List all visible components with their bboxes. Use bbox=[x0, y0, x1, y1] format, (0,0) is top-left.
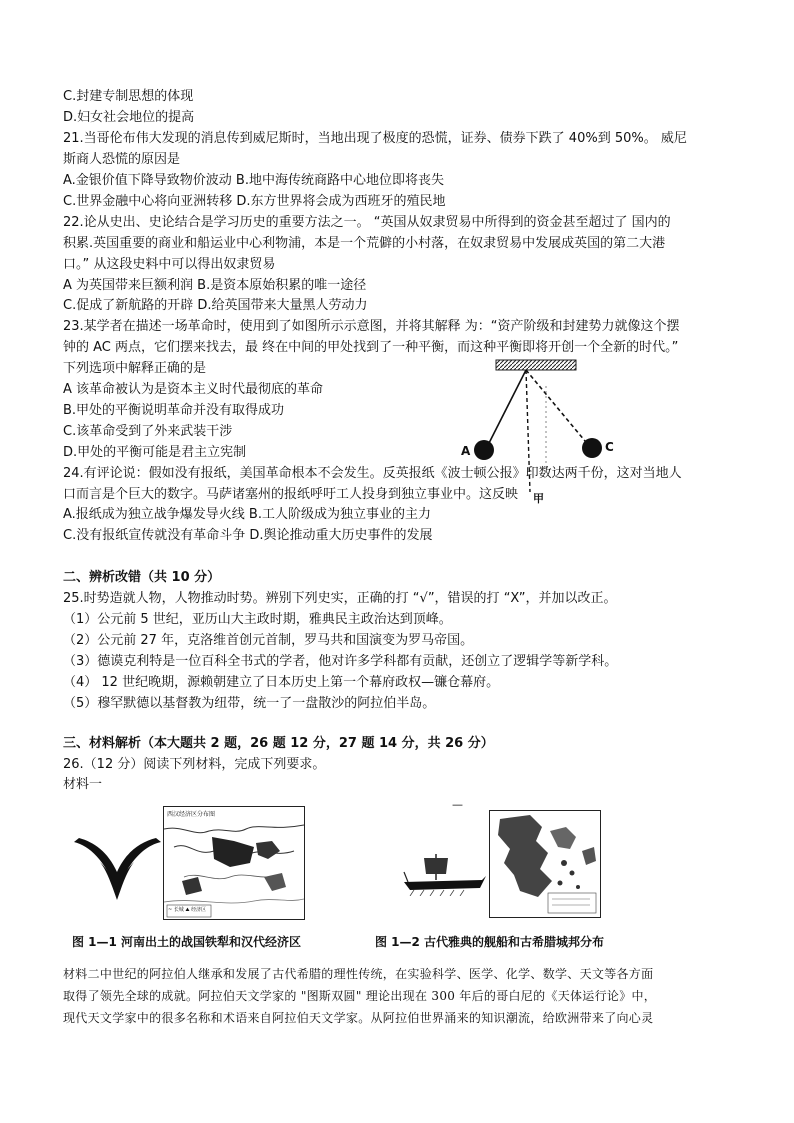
question-23-option-b: B.甲处的平衡说明革命并没有取得成功 bbox=[63, 403, 285, 418]
question-25-item-5: （5）穆罕默德以基督教为纽带，统一了一盘散沙的阿拉伯半岛。 bbox=[63, 696, 436, 711]
pendulum-label-c: C bbox=[605, 440, 614, 454]
question-23-stem-cont: 钟的 AC 两点，它们摆来找去，最 终在中间的甲处找到了一种平衡，而这种平衡即将开创一个全新的时代。” bbox=[63, 340, 679, 355]
pendulum-diagram bbox=[461, 356, 628, 506]
question-23-option-a: A 该革命被认为是资本主义时代最彻底的革命 bbox=[63, 382, 324, 397]
question-22-stem-cont: 积累.英国重要的商业和船运业中心利物浦，本是一个荒僻的小村落，在奴隶贸易中发展成英国的第二大港 bbox=[63, 236, 666, 251]
han-map-legend: ~ 长城 ⛰ 经济区 bbox=[168, 907, 207, 913]
figure-1-1-caption: 图 1—1 河南出土的战国铁犁和汉代经济区 bbox=[72, 935, 302, 949]
material-2-line-2: 取得了领先全球的成就。阿拉伯天文学家的 "图斯双圆" 理论出现在 300 年后的哥白尼的《天体运行论》中， bbox=[63, 989, 657, 1003]
figure-dash-mark: — bbox=[452, 798, 463, 811]
question-22-stem: 22.论从史出、史论结合是学习历史的重要方法之一。 “英国从奴隶贸易中所得到的资金甚至超过了 国内的 bbox=[63, 215, 671, 230]
question-23-stem: 23.某学者在描述一场革命时，使用到了如图所示示意图，并将其解释 为：“资产阶级和封建势力就像这个摆 bbox=[63, 319, 680, 334]
question-23-option-d: D.甲处的平衡可能是君主立宪制 bbox=[63, 445, 247, 460]
option-c-q20: C.封建专制思想的体现 bbox=[63, 89, 194, 104]
question-22-stem-end: 口。” 从这段史料中可以得出奴隶贸易 bbox=[63, 257, 276, 272]
question-21-options-ab: A.金银价值下降导致物价波动 B.地中海传统商路中心地位即将丧失 bbox=[63, 173, 444, 188]
question-25-item-1: （1）公元前 5 世纪，亚历山大主政时期，雅典民主政治达到顶峰。 bbox=[63, 612, 452, 627]
question-24-options-ab: A.报纸成为独立战争爆发导火线 B.工人阶级成为独立事业的主力 bbox=[63, 507, 431, 522]
question-22-options-ab: A 为英国带来巨额利润 B.是资本原始积累的唯一途径 bbox=[63, 278, 367, 293]
material-2-line-1: 材料二中世纪的阿拉伯人继承和发展了古代希腊的理性传统，在实验科学、医学、化学、数学、天文等各方面 bbox=[63, 967, 654, 981]
figure-1-2-caption: 图 1—2 古代雅典的舰船和古希腊城邦分布 bbox=[375, 935, 605, 949]
section-2-heading: 二、辨析改错（共 10 分） bbox=[63, 570, 221, 585]
question-21-options-cd: C.世界金融中心将向亚洲转移 D.东方世界将会成为西班牙的殖民地 bbox=[63, 194, 446, 209]
question-23-prompt: 下列选项中解释正确的是 bbox=[63, 361, 207, 376]
greek-city-states-map bbox=[489, 810, 601, 918]
section-3-heading: 三、材料解析（本大题共 2 题，26 题 12 分，27 题 14 分，共 26 分） bbox=[63, 736, 494, 751]
question-24-options-cd: C.没有报纸宣传就没有革命斗争 D.舆论推动重大历史事件的发展 bbox=[63, 528, 433, 543]
han-map-title: 西汉经济区分布图 bbox=[167, 811, 216, 818]
question-22-options-cd: C.促成了新航路的开辟 D.给英国带来大量黑人劳动力 bbox=[63, 298, 368, 313]
han-economic-map bbox=[163, 806, 305, 920]
question-24-stem-cont: 口而言是个巨大的数字。马萨诸塞州的报纸呼吁工人投身到独立事业中。这反映 bbox=[63, 487, 519, 502]
question-26-stem: 26.（12 分）阅读下列材料，完成下列要求。 bbox=[63, 757, 326, 772]
pendulum-label-jia: 甲 bbox=[533, 492, 544, 505]
question-21-stem: 21.当哥伦布伟大发现的消息传到威尼斯时，当地出现了极度的恐慌，证券、债券下跌了 40%到 50%。 威尼 bbox=[63, 131, 687, 146]
material-1-label: 材料一 bbox=[63, 777, 103, 792]
question-25-item-3: （3）德谟克利特是一位百科全书式的学者，他对许多学科都有贡献，还创立了逻辑学等新学科。 bbox=[63, 654, 618, 669]
question-25-stem: 25.时势造就人物，人物推动时势。辨别下列史实，正确的打 “√”，错误的打 “X”，并加以改正。 bbox=[63, 591, 617, 606]
iron-plough-image bbox=[70, 832, 165, 907]
question-25-item-2: （2）公元前 27 年，克洛维首创元首制，罗马共和国演变为罗马帝国。 bbox=[63, 633, 474, 648]
question-23-option-c: C.该革命受到了外来武装干涉 bbox=[63, 424, 233, 439]
question-24-stem: 24.有评论说：假如没有报纸，美国革命根本不会发生。反英报纸《波士顿公报》印数达两千份，这对当地人 bbox=[63, 466, 682, 481]
question-25-item-4: （4） 12 世纪晚期，源赖朝建立了日本历史上第一个幕府政权—镰仓幕府。 bbox=[63, 675, 500, 690]
pendulum-label-a: A bbox=[461, 444, 471, 458]
material-2-line-3: 现代天文学家中的很多名称和术语来自阿拉伯天文学家。从阿拉伯世界涌来的知识潮流，给欧洲带来了向心灵 bbox=[63, 1011, 654, 1025]
option-d-q20: D.妇女社会地位的提高 bbox=[63, 110, 195, 125]
athenian-ship-image bbox=[402, 852, 488, 896]
question-21-stem-cont: 斯商人恐慌的原因是 bbox=[63, 152, 181, 167]
